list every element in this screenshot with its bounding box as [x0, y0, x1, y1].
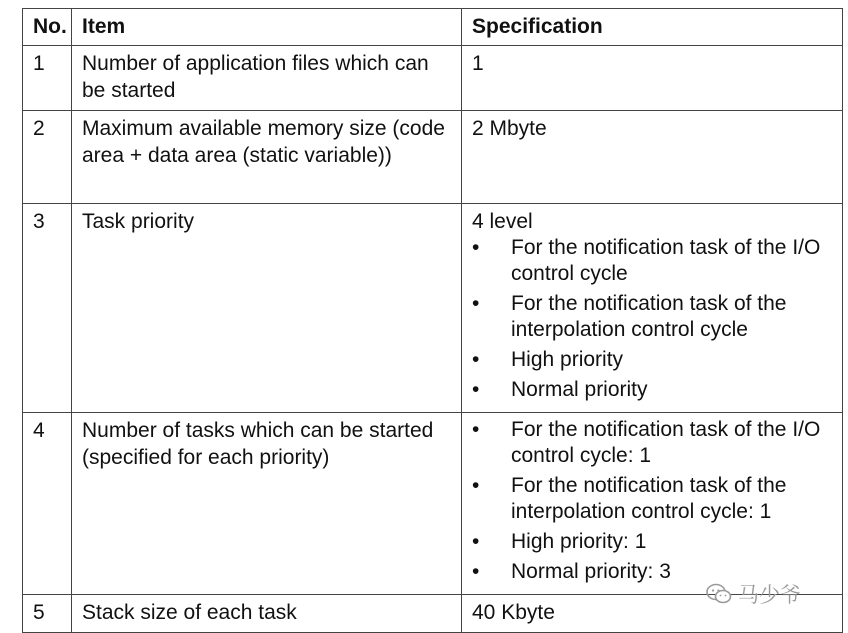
- list-item-text: High priority: 1: [511, 530, 647, 553]
- row-number: 5: [23, 595, 72, 633]
- list-item: [472, 291, 833, 343]
- row-number: 4: [23, 413, 72, 595]
- bullet-icon: •: [472, 348, 480, 371]
- table-row: [23, 413, 843, 595]
- table-row: [23, 46, 843, 111]
- header-spec: Specification: [462, 9, 843, 46]
- bullet-icon: •: [472, 530, 480, 553]
- list-item: [472, 473, 833, 525]
- specification-table: [22, 8, 843, 633]
- bullet-icon: •: [472, 378, 480, 401]
- row-item: Stack size of each task: [72, 595, 462, 633]
- row-spec: 1: [462, 46, 843, 111]
- list-item-text: For the notification task of the I/O control cycle: [511, 236, 821, 285]
- wechat-icon: [706, 583, 732, 605]
- list-item: [472, 417, 833, 469]
- row-spec-value: 4 level: [472, 210, 533, 233]
- row-item: Maximum available memory size (code area + data area (static variable)): [72, 111, 462, 204]
- table-row: [23, 204, 843, 413]
- watermark: [706, 579, 801, 609]
- row-spec: 40 Kbyte: [462, 595, 843, 633]
- list-item: [472, 529, 833, 555]
- header-no: No.: [23, 9, 72, 46]
- row-item: Task priority: [72, 204, 462, 413]
- row-item: Number of application files which can be started: [72, 46, 462, 111]
- bullet-icon: •: [472, 292, 480, 315]
- row-spec: [462, 204, 843, 413]
- list-item-text: Normal priority: [511, 378, 648, 401]
- bullet-icon: •: [472, 236, 480, 259]
- list-item-text: Normal priority: 3: [511, 560, 671, 583]
- row-item: Number of tasks which can be started (specified for each priority): [72, 413, 462, 595]
- row-spec: [462, 413, 843, 595]
- list-item-text: High priority: [511, 348, 624, 371]
- list-item: [472, 235, 833, 287]
- bullet-list: [472, 235, 833, 403]
- bullet-icon: •: [472, 560, 480, 583]
- bullet-icon: •: [472, 474, 480, 497]
- row-number: 1: [23, 46, 72, 111]
- row-number: 2: [23, 111, 72, 204]
- row-spec: 2 Mbyte: [462, 111, 843, 204]
- row-number: 3: [23, 204, 72, 413]
- list-item: [472, 347, 833, 373]
- bullet-icon: •: [472, 418, 480, 441]
- table-row: [23, 111, 843, 204]
- list-item-text: For the notification task of the interpolation control cycle: [511, 292, 787, 341]
- bullet-list: [472, 417, 833, 585]
- header-row: [23, 9, 843, 46]
- list-item: [472, 377, 833, 403]
- list-item-text: For the notification task of the I/O control cycle: 1: [511, 418, 821, 467]
- watermark-text: 马少爷: [738, 584, 801, 607]
- header-item: Item: [72, 9, 462, 46]
- list-item-text: For the notification task of the interpolation control cycle: 1: [511, 474, 787, 523]
